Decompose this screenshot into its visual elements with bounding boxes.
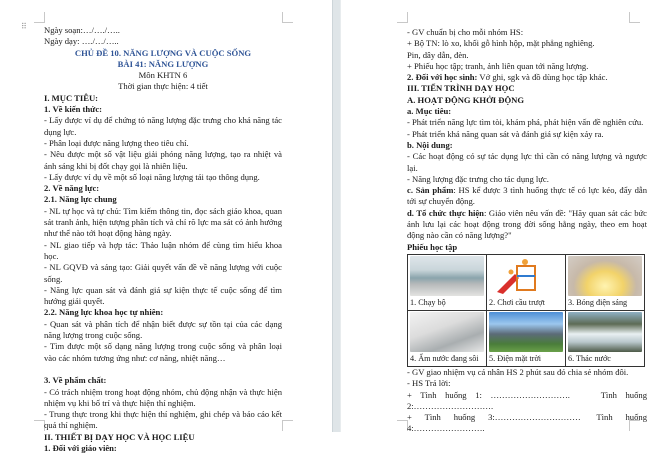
answer-text: + Tình huống 3:…………………………	[407, 412, 581, 423]
subject: Môn KHTN 6	[138, 70, 188, 81]
waterfall-image	[568, 312, 642, 352]
paragraph: - Lấy được ví dụ về một số loại năng lượng tái tạo thông dụng.	[44, 171, 260, 182]
margin-corner-mark	[34, 12, 45, 23]
answer-text: Tình huống	[596, 412, 647, 423]
cell-caption: 6. Thác nước	[568, 353, 611, 363]
drag-handle-icon[interactable]: ⠿	[21, 22, 28, 31]
cell-caption: 5. Điện mặt trời	[489, 353, 542, 363]
worksheet-table	[407, 254, 645, 367]
answer-line: 2:……………………….	[407, 400, 494, 411]
paragraph: - NL GQVĐ và sáng tạo: Giải quyết vấn đề về năng lượng với cuộc sống.	[44, 262, 282, 284]
student-text: Vở ghi, sgk và đồ dùng học tập khác.	[477, 72, 608, 83]
product-paragraph	[407, 185, 647, 208]
table-row	[408, 310, 645, 366]
right-page-content[interactable]	[407, 27, 647, 435]
subsection-heading: 2. Về năng lực:	[44, 183, 100, 194]
subsection-heading: b. Nội dung:	[407, 139, 453, 150]
solar-panel-image	[489, 312, 563, 352]
boiling-kettle-image	[410, 312, 484, 352]
paragraph: - Phát triển năng lực tìm tòi, khám phá, phát hiện vấn đề nghiên cứu.	[407, 117, 644, 128]
subsection-heading: 3. Về phẩm chất:	[44, 375, 107, 386]
paragraph: - Có trách nhiệm trong hoạt động nhóm, chủ động nhận và thực hiện nhiệm vụ khi bố trí và thực hiện thí nghiệm.	[44, 386, 282, 408]
answer-text: + Tình huống 1: ……………………….	[407, 389, 570, 400]
page-separator	[332, 0, 341, 432]
paragraph: - GV chuẩn bị cho mỗi nhóm HS:	[407, 27, 524, 37]
margin-corner-mark	[629, 12, 640, 23]
organize-label: d. Tổ chức thực hiện	[407, 207, 484, 218]
section-heading: I. MỤC TIÊU:	[44, 92, 99, 103]
duration: Thời gian thực hiện: 4 tiết	[118, 81, 208, 92]
answer-line	[407, 412, 647, 423]
worksheet-cell	[487, 310, 566, 366]
worksheet-cell	[487, 254, 566, 310]
paragraph: - Trung thực trong khi thực hiện thí nghiệm, ghi chép và báo cáo kết quả thí nghiệm.	[44, 409, 282, 431]
blank-line	[44, 364, 282, 375]
student-label: 2. Đối với học sinh:	[407, 72, 478, 83]
table-row	[408, 254, 645, 310]
student-materials	[407, 72, 647, 83]
paragraph: Pin, dây dẫn, đèn.	[407, 49, 469, 60]
slide-image	[489, 256, 563, 296]
paragraph: - Lấy được ví dụ để chứng tỏ năng lượng đặc trưng cho khả năng tác dụng lực.	[44, 115, 282, 137]
paragraph: - Các hoạt động có sự tác dụng lực thì cần có năng lượng và ngược lại.	[407, 151, 647, 173]
date-prepared: Ngày soạn:…/…./…..	[44, 25, 120, 35]
section-heading: II. THIẾT BỊ DẠY HỌC VÀ HỌC LIỆU	[44, 431, 195, 442]
product-text: : HS kể được 3 tình huống thực tế có lực kéo, đẩy dẫn tới sự chuyển động.	[407, 185, 647, 207]
date-taught: Ngày dạy: …./…/…..	[44, 36, 119, 47]
paragraph: - Năng lực quan sát và đánh giá sự kiện thực tế cuộc sống để tìm hướng giải quyết.	[44, 284, 282, 307]
subsection-heading: 1. Về kiến thức:	[44, 104, 102, 115]
worksheet-title: Phiếu học tập	[407, 241, 458, 252]
margin-corner-mark	[397, 12, 408, 23]
paragraph: - GV giao nhiệm vụ cá nhân HS 2 phút sau đó chia sẻ nhóm đôi.	[407, 366, 629, 377]
paragraph: - Phát triển khả năng quan sát và đánh giá sự kiện xảy ra.	[407, 128, 604, 139]
worksheet-cell	[408, 254, 487, 310]
subsection-heading: a. Mục tiêu:	[407, 106, 452, 117]
cell-caption: 2. Chơi cầu trượt	[489, 297, 545, 307]
paragraph: - Tìm được một số dạng năng lượng trong cuộc sống và phân loại vào các nhóm tương ứng như: cơ năng, nhiệt năng…	[44, 341, 282, 363]
lesson-title: BÀI 41: NĂNG LƯỢNG	[117, 58, 209, 69]
section-heading: III. TIẾN TRÌNH DẠY HỌC	[407, 83, 515, 94]
light-bulb-image	[568, 256, 642, 296]
product-label: c. Sản phẩm	[407, 185, 454, 196]
answer-line: 4:…………………….	[407, 423, 485, 434]
section-heading: A. HOẠT ĐỘNG KHỞI ĐỘNG	[407, 94, 525, 105]
cell-caption: 4. Ấm nước đang sôi	[410, 353, 479, 363]
document-page-right	[341, 0, 650, 432]
cell-caption: 3. Bóng điện sáng	[568, 297, 628, 307]
subsection-heading: 1. Đối với giáo viên:	[44, 442, 117, 453]
paragraph: + Bộ TN: lò xo, khối gỗ hình hộp, mặt phẳng nghiêng.	[407, 38, 595, 49]
answer-text: Tình huống	[600, 389, 647, 400]
worksheet-cell	[566, 254, 645, 310]
margin-corner-mark	[282, 12, 293, 23]
paragraph: - Phân loại được năng lượng theo tiêu chí.	[44, 137, 189, 148]
paragraph: - HS Trả lời:	[407, 378, 451, 389]
answer-line	[407, 390, 647, 401]
left-page-content[interactable]	[44, 25, 282, 454]
running-image	[410, 256, 484, 296]
paragraph: - NL tự học và tự chủ: Tìm kiếm thông tin, đọc sách giáo khoa, quan sát tranh ảnh, hiện tượng phân tích và chỉ rõ lực ma sát có ảnh hưởng như thế nào tới hoạt động hàng ngày.	[44, 205, 282, 239]
subsection-heading: 2.1. Năng lực chung	[44, 194, 117, 205]
worksheet-cell	[408, 310, 487, 366]
subsection-heading: 2.2. Năng lực khoa học tự nhiên:	[44, 307, 164, 318]
paragraph: + Phiếu học tập; tranh, ảnh liên quan tới năng lượng.	[407, 60, 589, 71]
paragraph: - Năng lượng đặc trưng cho tác dụng lực.	[407, 173, 549, 184]
margin-corner-mark	[282, 420, 293, 431]
slide-icon	[489, 256, 549, 296]
topic-title: CHỦ ĐỀ 10. NĂNG LƯỢNG VÀ CUỘC SỐNG	[74, 47, 252, 58]
paragraph: - Quan sát và phân tích để nhận biết được sự tồn tại của các dạng năng lượng trong cuộc sống.	[44, 318, 282, 341]
organize-paragraph	[407, 208, 647, 242]
organize-text: : Giáo viên nêu vấn đề: "Hãy quan sát các bức ảnh lưu lại các hoạt động trong đời sống hằng ngày, theo em hoạt động nào cần có năng lượng?"	[407, 207, 647, 241]
cell-caption: 1. Chạy bộ	[410, 297, 446, 307]
worksheet-cell	[566, 310, 645, 366]
paragraph: - NL giao tiếp và hợp tác: Thảo luận nhóm để cùng tìm hiểu khoa học.	[44, 239, 282, 261]
paragraph: - Nêu được một số vật liệu giải phóng năng lượng, tạo ra nhiệt và ánh sáng khi bị đốt chạy gọi là nhiên liệu.	[44, 149, 282, 171]
